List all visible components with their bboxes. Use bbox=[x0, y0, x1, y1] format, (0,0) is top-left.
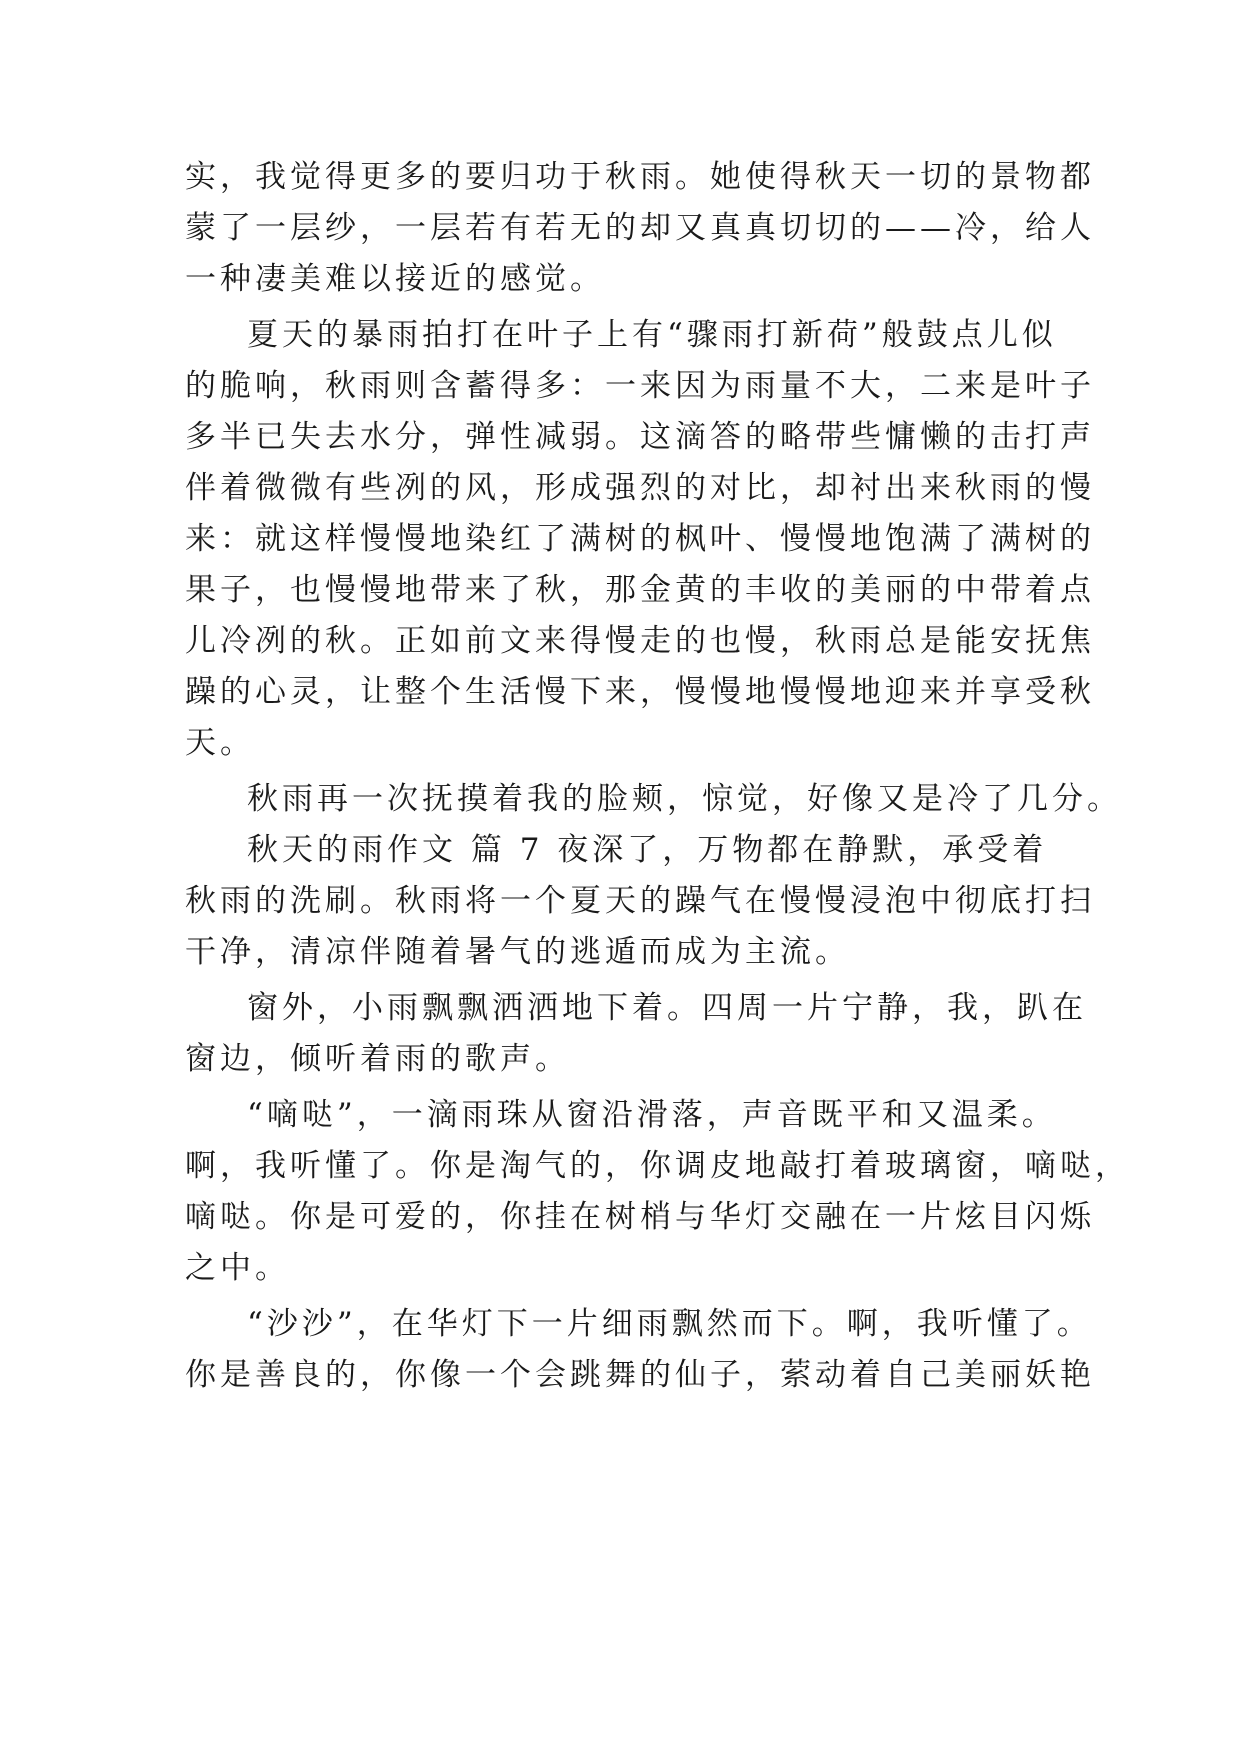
section-heading-line: 秋天的雨作文 篇 7 夜深了，万物都在静默，承受着 bbox=[247, 832, 1048, 868]
text-line: 一种凄美难以接近的感觉。 bbox=[185, 261, 605, 297]
text-line: 窗外，小雨飘飘洒洒地下着。四周一片宁静，我，趴在 bbox=[247, 990, 1087, 1026]
text-line: 天。 bbox=[185, 725, 255, 761]
text-line: 的脆响，秋雨则含蓄得多：一来因为雨量不大，二来是叶子 bbox=[185, 368, 1095, 404]
text-line: 之中。 bbox=[185, 1250, 290, 1286]
text-line: 嘀哒。你是可爱的，你挂在树梢与华灯交融在一片炫目闪烁 bbox=[185, 1199, 1095, 1235]
text-line: 儿冷冽的秋。正如前文来得慢走的也慢，秋雨总是能安抚焦 bbox=[185, 623, 1095, 659]
text-line: 干净，清凉伴随着暑气的逃遁而成为主流。 bbox=[185, 934, 850, 970]
text-line: 秋雨的洗刷。秋雨将一个夏天的躁气在慢慢浸泡中彻底打扫 bbox=[185, 883, 1095, 919]
text-line: 多半已失去水分，弹性减弱。这滴答的略带些慵懒的击打声 bbox=[185, 419, 1095, 455]
text-line: “沙沙”，在华灯下一片细雨飘然而下。啊，我听懂了。 bbox=[247, 1306, 1092, 1342]
text-line: 实，我觉得更多的要归功于秋雨。她使得秋天一切的景物都 bbox=[185, 159, 1095, 195]
text-line: 来：就这样慢慢地染红了满树的枫叶、慢慢地饱满了满树的 bbox=[185, 521, 1095, 557]
text-line: 伴着微微有些冽的风，形成强烈的对比，却衬出来秋雨的慢 bbox=[185, 470, 1095, 506]
text-line: 躁的心灵，让整个生活慢下来，慢慢地慢慢地迎来并享受秋 bbox=[185, 674, 1095, 710]
text-line: 蒙了一层纱，一层若有若无的却又真真切切的——冷，给人 bbox=[185, 210, 1095, 246]
text-line: 你是善良的，你像一个会跳舞的仙子，萦动着自己美丽妖艳 bbox=[185, 1357, 1095, 1393]
text-line: 秋雨再一次抚摸着我的脸颊，惊觉，好像又是冷了几分。 bbox=[247, 781, 1122, 817]
text-line: “嘀哒”，一滴雨珠从窗沿滑落，声音既平和又温柔。 bbox=[247, 1097, 1057, 1133]
text-line: 窗边，倾听着雨的歌声。 bbox=[185, 1041, 570, 1077]
text-line: 果子，也慢慢地带来了秋，那金黄的丰收的美丽的中带着点 bbox=[185, 572, 1095, 608]
text-line: 夏天的暴雨拍打在叶子上有“骤雨打新荷”般鼓点儿似 bbox=[247, 317, 1057, 353]
text-line: 啊，我听懂了。你是淘气的，你调皮地敲打着玻璃窗，嘀哒， bbox=[185, 1148, 1130, 1184]
